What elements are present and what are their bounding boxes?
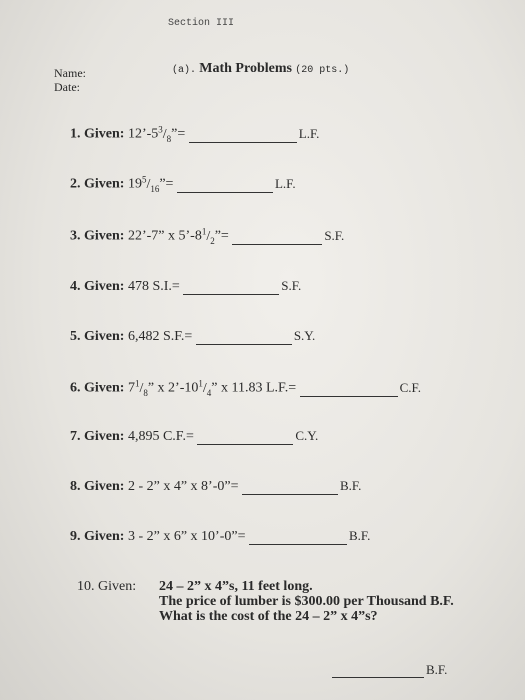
problem-10-answer: [332, 662, 447, 678]
answer-blank[interactable]: [197, 430, 293, 445]
answer-unit: L.F.: [298, 125, 320, 141]
fraction: $^1/_4$: [198, 378, 212, 398]
problem-expression: 2 - 2” x 4” x 8’-0”=: [127, 479, 239, 494]
problem-number: 3. Given:: [70, 228, 125, 244]
problem-number: 2. Given:: [70, 176, 125, 192]
title-main: Math Problems: [199, 61, 292, 76]
problem-10-line: What is the cost of the 24 – 2” x 4”s?: [159, 609, 378, 624]
problem-number: 10. Given:: [77, 579, 137, 594]
answer-blank[interactable]: [232, 230, 322, 245]
problem-10-line: 24 – 2” x 4”s, 11 feet long.: [159, 579, 313, 594]
problem-number: 6. Given:: [70, 380, 125, 396]
problem-number: 5. Given:: [70, 329, 125, 344]
answer-blank[interactable]: [249, 530, 347, 545]
page-title: [172, 60, 349, 77]
answer-unit: S.Y.: [293, 328, 316, 343]
problem-2: [70, 174, 296, 193]
section-label: Section III: [168, 18, 235, 29]
answer-blank[interactable]: [177, 178, 273, 193]
fraction: $^1/_8$: [134, 378, 148, 398]
problem-number: 4. Given:: [70, 279, 125, 294]
problem-6: [70, 378, 421, 397]
problem-expression: 22’-7” x 5’-8: [127, 228, 202, 244]
problem-expression: 3 - 2” x 6” x 10’-0”=: [127, 529, 246, 544]
answer-blank[interactable]: [183, 280, 279, 295]
title-points: (20 pts.): [295, 65, 350, 76]
problem-7: [70, 428, 318, 445]
problem-expression: 12’-5: [127, 126, 159, 142]
problem-8: [70, 478, 361, 495]
problem-expression: 7: [127, 380, 135, 396]
problem-number: 1. Given:: [70, 126, 125, 142]
answer-blank[interactable]: [189, 128, 297, 143]
problem-5: [70, 328, 315, 345]
answer-unit: C.Y.: [295, 428, 319, 443]
problem-10: [77, 579, 454, 624]
fraction: $^1/_2$: [201, 226, 215, 246]
answer-unit: S.F.: [281, 278, 302, 293]
expression-tail: ”=: [159, 176, 174, 192]
problem-10-line: The price of lumber is $300.00 per Thousand B.F.: [159, 594, 454, 609]
answer-unit: L.F.: [274, 175, 296, 191]
answer-blank[interactable]: [242, 480, 338, 495]
problem-number: 8. Given:: [70, 479, 125, 494]
name-label: Name:: [54, 66, 86, 80]
expression-tail: ” x 11.83 L.F.=: [211, 380, 297, 396]
answer-unit: C.F.: [399, 379, 421, 395]
answer-unit: B.F.: [339, 478, 362, 493]
expression-tail: ”=: [214, 228, 229, 244]
date-label: Date:: [54, 80, 80, 94]
problem-4: [70, 278, 301, 295]
answer-unit: S.F.: [324, 227, 345, 243]
answer-unit: B.F.: [348, 528, 371, 543]
answer-blank[interactable]: [300, 382, 398, 397]
problem-1: [70, 124, 319, 143]
problem-10-text: [159, 579, 479, 624]
fraction: $^5/_{16}$: [141, 174, 160, 194]
problem-expression: 4,895 C.F.=: [127, 429, 194, 444]
fraction: $^3/_8$: [158, 124, 172, 144]
title-prefix: (a).: [172, 65, 197, 76]
answer-blank[interactable]: [332, 663, 424, 678]
problem-3: [70, 226, 344, 245]
expression-tail: ” x 2’-10: [147, 380, 199, 396]
answer-unit: B.F.: [426, 662, 448, 677]
problem-9: [70, 528, 370, 545]
problem-expression: 478 S.I.=: [127, 279, 180, 294]
expression-tail: ”=: [171, 126, 186, 142]
problem-number: 7. Given:: [70, 429, 125, 444]
problem-expression: 6,482 S.F.=: [127, 329, 193, 344]
problem-expression: 19: [127, 176, 142, 192]
problem-number: 9. Given:: [70, 529, 125, 544]
answer-blank[interactable]: [196, 330, 292, 345]
